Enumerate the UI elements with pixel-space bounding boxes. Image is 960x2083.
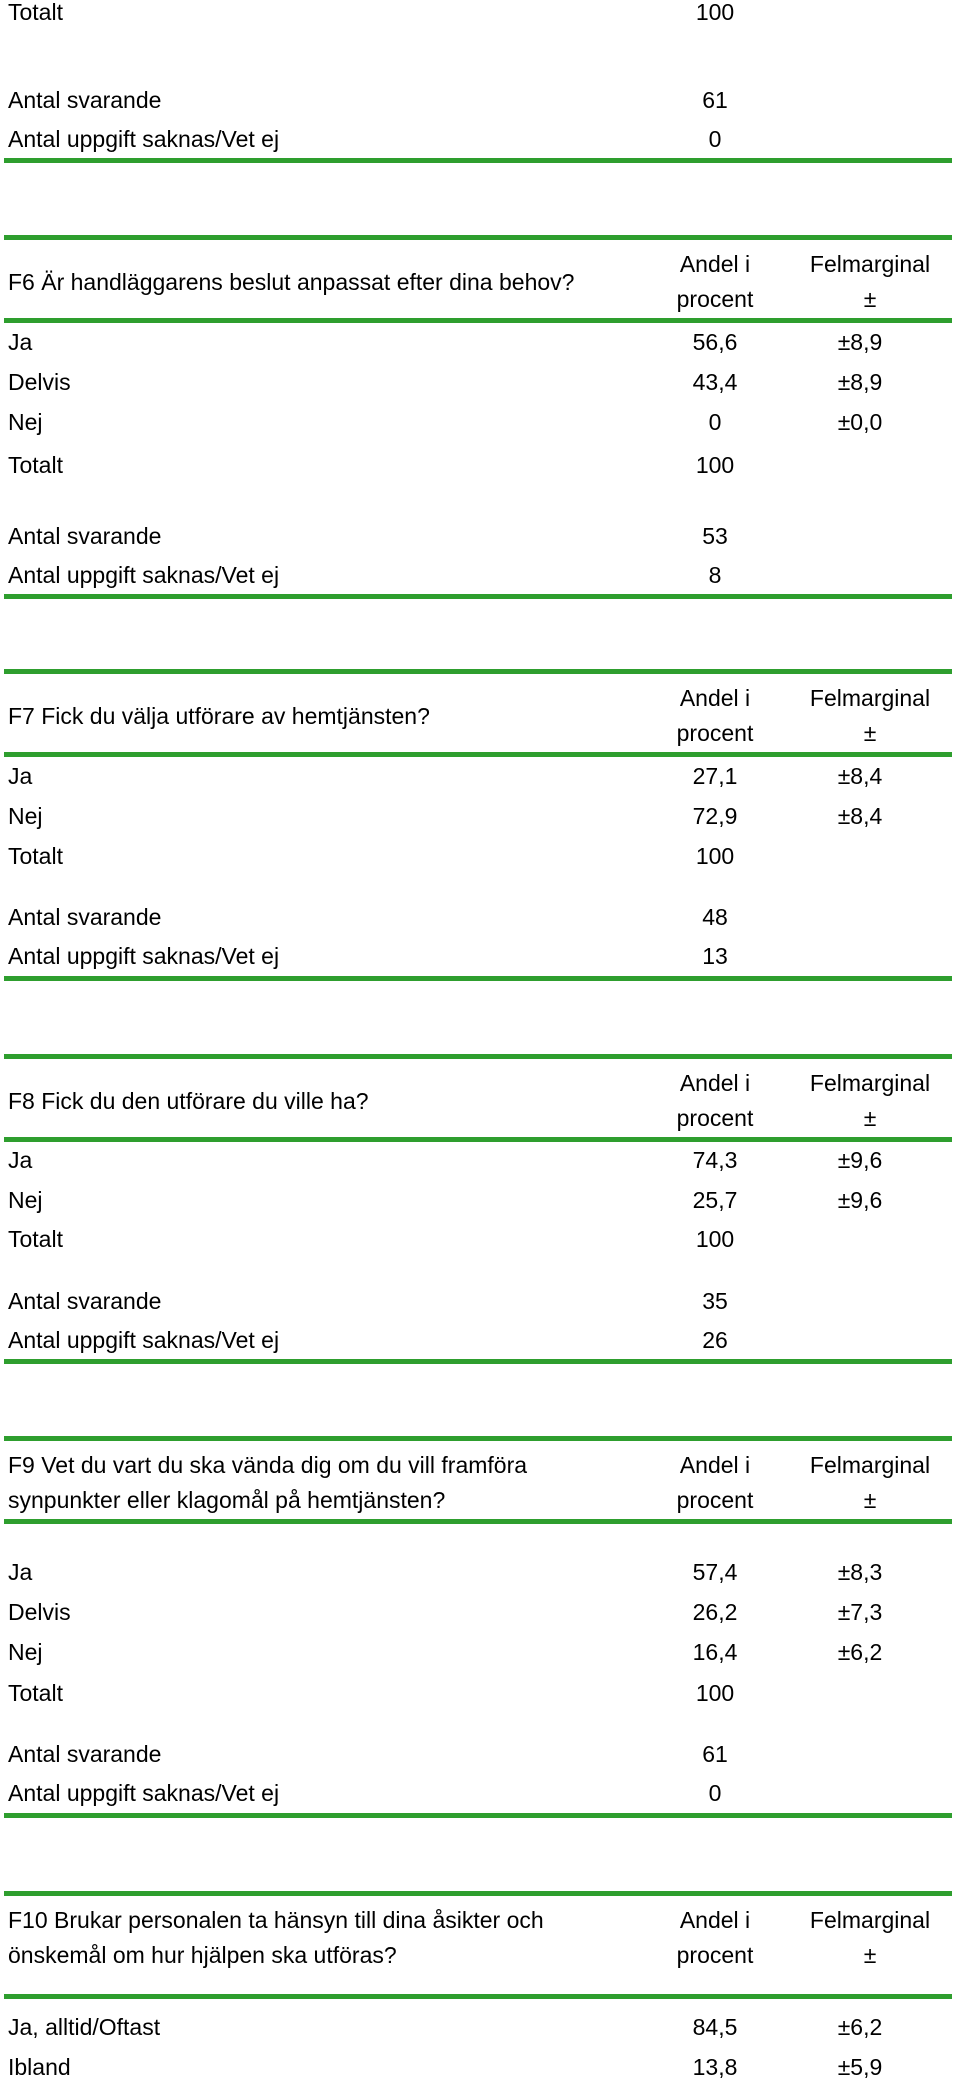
answer-label: Ja, alltid/Oftast bbox=[8, 2014, 161, 2040]
question-title: F7 Fick du välja utförare av hemtjänsten? bbox=[8, 703, 430, 729]
answer-label: Delvis bbox=[8, 369, 71, 395]
answer-value: 84,5 bbox=[692, 2014, 738, 2040]
section-divider bbox=[4, 318, 952, 323]
respondents-value: 35 bbox=[702, 1288, 728, 1314]
share-header: Andel i bbox=[679, 1070, 751, 1096]
margin-header: Felmarginal bbox=[809, 1452, 931, 1478]
total-value: 100 bbox=[695, 843, 735, 869]
margin-header: ± bbox=[863, 1487, 877, 1513]
total-label: Totalt bbox=[8, 452, 63, 478]
respondents-label: Antal svarande bbox=[8, 87, 162, 113]
missing-value: 13 bbox=[702, 943, 728, 969]
answer-margin: ±8,9 bbox=[837, 369, 883, 395]
share-header: procent bbox=[676, 1942, 754, 1968]
margin-header: ± bbox=[863, 286, 877, 312]
share-header: procent bbox=[676, 286, 754, 312]
answer-label: Ja bbox=[8, 1559, 33, 1585]
margin-header: ± bbox=[863, 1105, 877, 1131]
answer-margin: ±9,6 bbox=[837, 1147, 883, 1173]
total-value: 100 bbox=[695, 1226, 735, 1252]
total-label: Totalt bbox=[8, 0, 63, 25]
total-label: Totalt bbox=[8, 1680, 63, 1706]
missing-label: Antal uppgift saknas/Vet ej bbox=[8, 126, 280, 152]
answer-margin: ±8,4 bbox=[837, 803, 883, 829]
answer-margin: ±5,9 bbox=[837, 2054, 883, 2080]
missing-value: 26 bbox=[702, 1327, 728, 1353]
total-value: 100 bbox=[695, 452, 735, 478]
respondents-value: 61 bbox=[702, 87, 728, 113]
question-title: synpunkter eller klagomål på hemtjänsten? bbox=[8, 1487, 446, 1513]
answer-value: 43,4 bbox=[692, 369, 738, 395]
section-divider bbox=[4, 1519, 952, 1524]
answer-value: 26,2 bbox=[692, 1599, 738, 1625]
share-header: Andel i bbox=[679, 251, 751, 277]
total-label: Totalt bbox=[8, 843, 63, 869]
respondents-label: Antal svarande bbox=[8, 523, 162, 549]
answer-label: Ja bbox=[8, 1147, 33, 1173]
margin-header: ± bbox=[863, 720, 877, 746]
answer-value: 27,1 bbox=[692, 763, 738, 789]
missing-label: Antal uppgift saknas/Vet ej bbox=[8, 943, 280, 969]
answer-value: 72,9 bbox=[692, 803, 738, 829]
respondents-value: 61 bbox=[702, 1741, 728, 1767]
section-divider bbox=[4, 1436, 952, 1441]
question-title: F9 Vet du vart du ska vända dig om du vill framföra bbox=[8, 1452, 528, 1478]
section-divider bbox=[4, 1994, 952, 1999]
section-divider bbox=[4, 976, 952, 981]
share-header: Andel i bbox=[679, 1452, 751, 1478]
share-header: procent bbox=[676, 720, 754, 746]
missing-value: 0 bbox=[708, 126, 722, 152]
answer-margin: ±8,3 bbox=[837, 1559, 883, 1585]
section-divider bbox=[4, 235, 952, 240]
respondents-label: Antal svarande bbox=[8, 904, 162, 930]
section-divider bbox=[4, 594, 952, 599]
answer-label: Delvis bbox=[8, 1599, 71, 1625]
answer-value: 74,3 bbox=[692, 1147, 738, 1173]
margin-header: Felmarginal bbox=[809, 251, 931, 277]
answer-label: Ja bbox=[8, 329, 33, 355]
section-divider bbox=[4, 1137, 952, 1142]
answer-label: Ibland bbox=[8, 2054, 71, 2080]
share-header: procent bbox=[676, 1105, 754, 1131]
answer-margin: ±7,3 bbox=[837, 1599, 883, 1625]
answer-label: Ja bbox=[8, 763, 33, 789]
total-value: 100 bbox=[695, 0, 735, 25]
answer-margin: ±9,6 bbox=[837, 1187, 883, 1213]
share-header: Andel i bbox=[679, 685, 751, 711]
answer-value: 13,8 bbox=[692, 2054, 738, 2080]
respondents-label: Antal svarande bbox=[8, 1288, 162, 1314]
total-label: Totalt bbox=[8, 1226, 63, 1252]
margin-header: Felmarginal bbox=[809, 685, 931, 711]
question-title: F6 Är handläggarens beslut anpassat efter dina behov? bbox=[8, 269, 575, 295]
missing-value: 0 bbox=[708, 1780, 722, 1806]
section-divider bbox=[4, 158, 952, 163]
question-title: F10 Brukar personalen ta hänsyn till dina åsikter och bbox=[8, 1907, 544, 1933]
answer-margin: ±0,0 bbox=[837, 409, 883, 435]
missing-value: 8 bbox=[708, 562, 722, 588]
section-divider bbox=[4, 669, 952, 674]
answer-margin: ±8,4 bbox=[837, 763, 883, 789]
section-divider bbox=[4, 1054, 952, 1059]
question-title: F8 Fick du den utförare du ville ha? bbox=[8, 1088, 369, 1114]
section-divider bbox=[4, 1813, 952, 1818]
answer-value: 25,7 bbox=[692, 1187, 738, 1213]
answer-margin: ±6,2 bbox=[837, 2014, 883, 2040]
missing-label: Antal uppgift saknas/Vet ej bbox=[8, 1327, 280, 1353]
section-divider bbox=[4, 1359, 952, 1364]
answer-value: 0 bbox=[708, 409, 722, 435]
answer-margin: ±6,2 bbox=[837, 1639, 883, 1665]
question-title: önskemål om hur hjälpen ska utföras? bbox=[8, 1942, 397, 1968]
margin-header: Felmarginal bbox=[809, 1070, 931, 1096]
answer-label: Nej bbox=[8, 409, 43, 435]
share-header: Andel i bbox=[679, 1907, 751, 1933]
answer-value: 16,4 bbox=[692, 1639, 738, 1665]
missing-label: Antal uppgift saknas/Vet ej bbox=[8, 562, 280, 588]
answer-label: Nej bbox=[8, 803, 43, 829]
respondents-value: 53 bbox=[702, 523, 728, 549]
margin-header: ± bbox=[863, 1942, 877, 1968]
section-divider bbox=[4, 752, 952, 757]
margin-header: Felmarginal bbox=[809, 1907, 931, 1933]
total-value: 100 bbox=[695, 1680, 735, 1706]
answer-label: Nej bbox=[8, 1639, 43, 1665]
respondents-label: Antal svarande bbox=[8, 1741, 162, 1767]
answer-value: 56,6 bbox=[692, 329, 738, 355]
missing-label: Antal uppgift saknas/Vet ej bbox=[8, 1780, 280, 1806]
answer-value: 57,4 bbox=[692, 1559, 738, 1585]
answer-margin: ±8,9 bbox=[837, 329, 883, 355]
answer-label: Nej bbox=[8, 1187, 43, 1213]
share-header: procent bbox=[676, 1487, 754, 1513]
section-divider bbox=[4, 1891, 952, 1896]
respondents-value: 48 bbox=[702, 904, 728, 930]
